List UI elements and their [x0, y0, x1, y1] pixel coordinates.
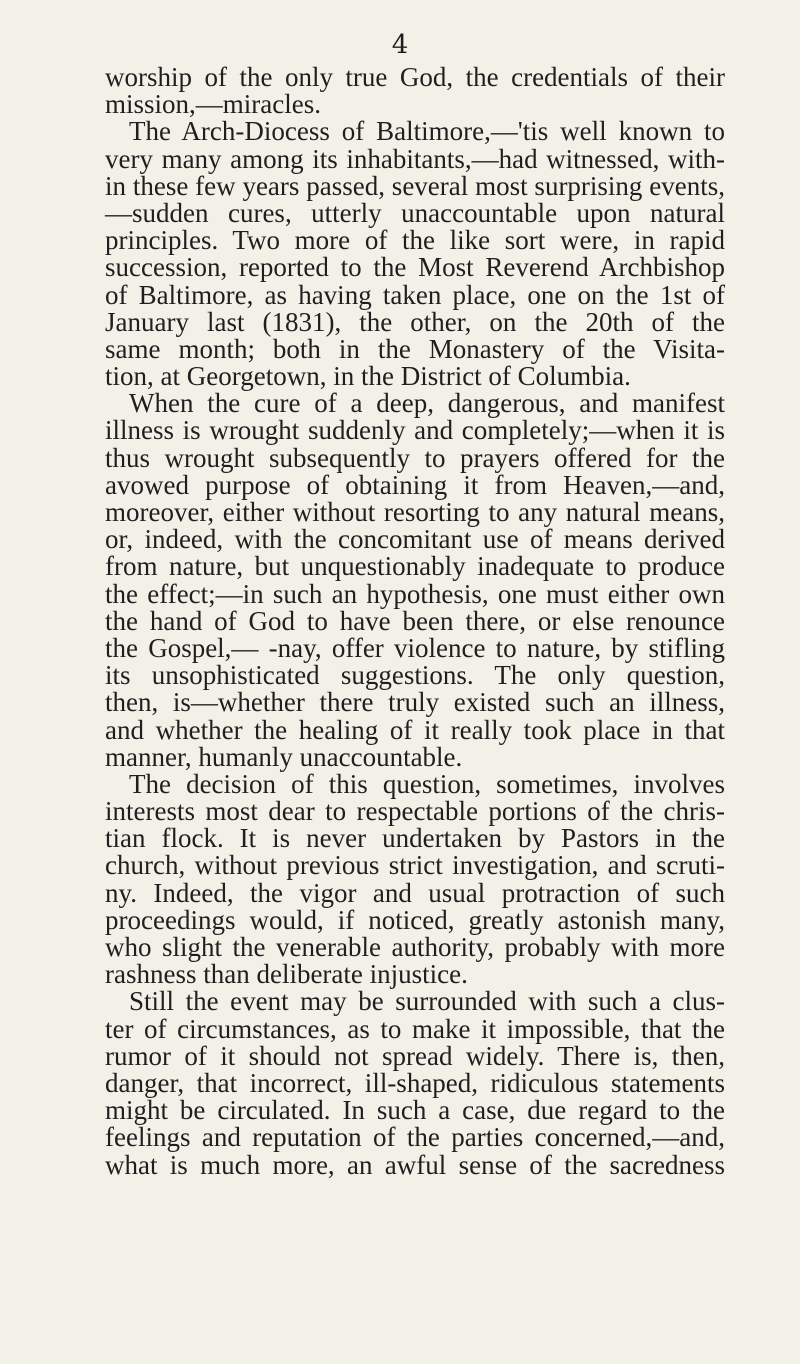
text-line: same month; both in the Monastery of the Visita- — [105, 333, 725, 364]
text-line: manner, humanly unaccountable. — [105, 741, 463, 772]
text-line: feelings and reputation of the parties concerned,—and, — [105, 1122, 725, 1153]
text-line: Still the event may be surrounded with such a clus- — [129, 986, 725, 1017]
text-line: ny. Indeed, the vigor and usual protraction of such — [105, 877, 725, 908]
text-line: worship of the only true God, the credentials of their — [105, 62, 725, 92]
text-line: The Arch-Diocess of Baltimore,—'tis well known to — [129, 116, 725, 147]
text-line: January last (1831), the other, on the 20th of the — [105, 306, 725, 337]
text-line: illness is wrought suddenly and completely;—when it is — [105, 415, 725, 446]
text-line: thus wrought subsequently to prayers offered for the — [105, 442, 725, 473]
text-line: principles. Two more of the like sort were, in rapid — [105, 225, 725, 256]
text-line: succession, reported to the Most Reverend Archbishop — [105, 252, 725, 283]
text-line: The decision of this question, sometimes, involves — [129, 768, 725, 799]
text-line: church, without previous strict investigation, and scruti- — [105, 850, 725, 881]
text-line: the effect;—in such an hypothesis, one must either own — [105, 578, 725, 609]
text-line: —sudden cures, utterly unaccountable upon natural — [105, 197, 725, 228]
text-line: interests most dear to respectable portions of the chris- — [105, 796, 725, 827]
text-line: moreover, either without resorting to any natural means, — [105, 497, 725, 527]
text-line: proceedings would, if noticed, greatly astonish many, — [105, 904, 725, 935]
text-line: of Baltimore, as having taken place, one on the 1st of — [105, 279, 725, 310]
text-line: what is much more, an awful sense of the sacredness — [105, 1149, 725, 1180]
text-line: tion, at Georgetown, in the District of Columbia. — [105, 361, 631, 392]
page-number: 4 — [391, 30, 409, 60]
text-line: who slight the venerable authority, probably with more — [105, 932, 725, 962]
text-line: When the cure of a deep, dangerous, and manifest — [129, 388, 725, 419]
text-line: avowed purpose of obtaining it from Heaven,—and, — [105, 469, 725, 500]
body-text — [105, 64, 725, 1179]
text-line: from nature, but unquestionably inadequate to produce — [105, 551, 725, 582]
text-line: danger, that incorrect, ill-shaped, ridiculous statements — [105, 1067, 725, 1098]
text-line: rumor of it should not spread widely. There is, then, — [105, 1040, 725, 1071]
text-line: or, indeed, with the concomitant use of means derived — [105, 524, 725, 555]
text-line: mission,—miracles. — [105, 89, 321, 120]
text-line: its unsophisticated suggestions. The only question, — [105, 660, 725, 691]
text-line: rashness than deliberate injustice. — [105, 959, 468, 990]
text-line: might be circulated. In such a case, due regard to the — [105, 1095, 725, 1126]
text-line: very many among its inhabitants,—had witnessed, with- — [105, 143, 725, 174]
text-line: ter of circumstances, as to make it impossible, that the — [105, 1013, 725, 1044]
text-line: then, is—whether there truly existed such an illness, — [105, 687, 725, 718]
text-line: the Gospel,— -nay, offer violence to nature, by stifling — [105, 632, 725, 663]
text-line: the hand of God to have been there, or else renounce — [105, 605, 725, 636]
text-line: and whether the healing of it really took place in that — [105, 714, 725, 745]
text-line: tian flock. It is never undertaken by Pastors in the — [105, 823, 725, 854]
text-line: in these few years passed, several most surprising events, — [105, 170, 725, 201]
